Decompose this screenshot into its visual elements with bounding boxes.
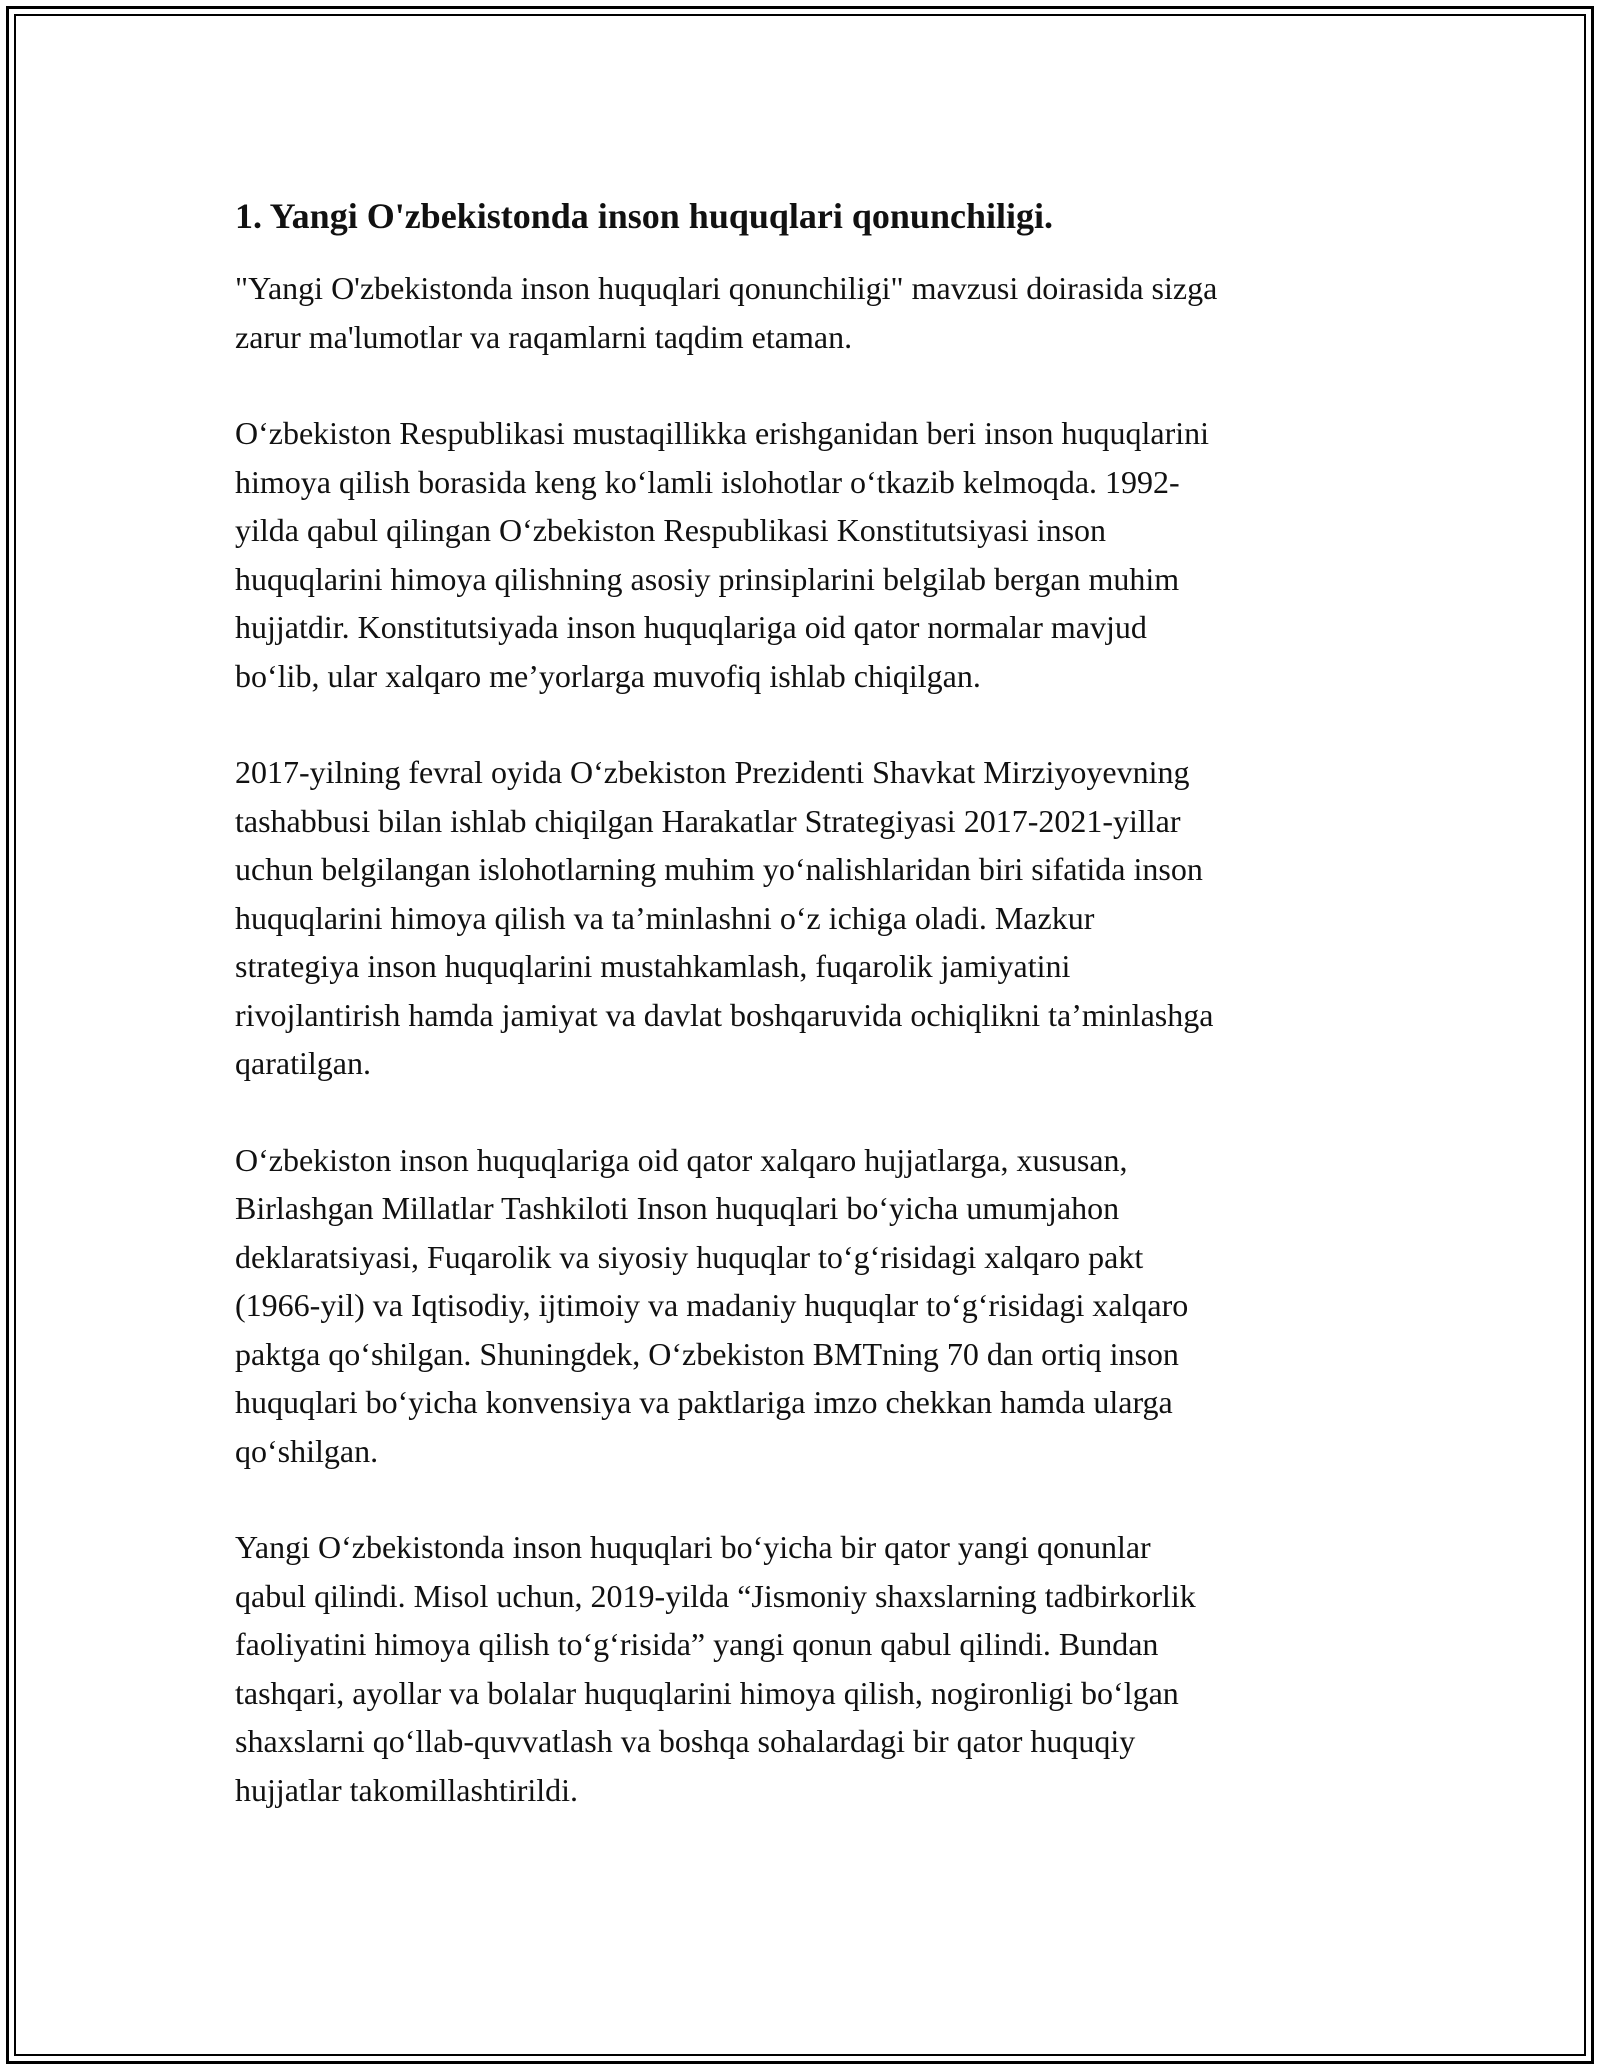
text-line: uchun belgilangan islohotlarning muhim yo‘nalishlaridan biri sifatida inson (235, 851, 1203, 887)
text-line: zarur ma'lumotlar va raqamlarni taqdim etaman. (235, 318, 853, 355)
document-body (235, 190, 1385, 1814)
text-line: tashabbusi bilan ishlab chiqilgan Harakatlar Strategiyasi 2017-2021-yillar (235, 802, 1181, 839)
text-line: hujjatdir. Konstitutsiyada inson huquqlariga oid qator normalar mavjud (235, 609, 1147, 645)
text-line: rivojlantirish hamda jamiyat va davlat boshqaruvida ochiqlikni ta’minlashga (235, 996, 1214, 1033)
text-line: paktga qo‘shilgan. Shuningdek, O‘zbekiston BMTning 70 dan ortiq inson (235, 1335, 1179, 1372)
text-line: huquqlari bo‘yicha konvensiya va paktlariga imzo chekkan hamda ularga (235, 1384, 1173, 1420)
text-line: huquqlarini himoya qilishning asosiy prinsiplarini belgilab bergan muhim (235, 560, 1180, 597)
document-title: 1. Yangi O'zbekistonda inson huquqlari qonunchiligi. (235, 196, 1053, 236)
paragraph-intro (235, 264, 1385, 361)
text-line: strategiya inson huquqlarini mustahkamlash, fuqarolik jamiyatini (235, 948, 1071, 984)
text-line: himoya qilish borasida keng ko‘lamli islohotlar o‘tkazib kelmoqda. 1992- (235, 463, 1180, 500)
text-line: (1966-yil) va Iqtisodiy, ijtimoiy va madaniy huquqlar to‘g‘risidagi xalqaro (235, 1287, 1189, 1323)
paragraph-strategy (235, 748, 1385, 1088)
text-line: bo‘lib, ular xalqaro me’yorlarga muvofiq ishlab chiqilgan. (235, 657, 981, 694)
text-line: qo‘shilgan. (235, 1432, 379, 1469)
text-line: O‘zbekiston Respublikasi mustaqillikka erishganidan beri inson huquqlarini (235, 415, 1210, 451)
paragraph-constitution (235, 409, 1385, 700)
text-line: huquqlarini himoya qilish va ta’minlashni o‘z ichiga oladi. Mazkur (235, 899, 1095, 936)
text-line: "Yangi O'zbekistonda inson huquqlari qonunchiligi" mavzusi doirasida sizga (235, 270, 1218, 306)
text-line: shaxslarni qo‘llab-quvvatlash va boshqa sohalardagi bir qator huquqiy (235, 1723, 1136, 1759)
text-line: qaratilgan. (235, 1045, 371, 1081)
text-line: Yangi O‘zbekistonda inson huquqlari bo‘yicha bir qator yangi qonunlar (235, 1529, 1151, 1565)
text-line: Birlashgan Millatlar Tashkiloti Inson huquqlari bo‘yicha umumjahon (235, 1190, 1120, 1226)
paragraph-new-laws (235, 1523, 1385, 1814)
text-line: yilda qabul qilingan O‘zbekiston Respublikasi Konstitutsiyasi inson (235, 512, 1107, 548)
text-line: hujjatlar takomillashtirildi. (235, 1771, 579, 1808)
paragraph-international (235, 1136, 1385, 1476)
text-line: O‘zbekiston inson huquqlariga oid qator xalqaro hujjatlarga, xususan, (235, 1141, 1128, 1178)
text-line: deklaratsiyasi, Fuqarolik va siyosiy huquqlar to‘g‘risidagi xalqaro pakt (235, 1238, 1144, 1275)
text-line: qabul qilindi. Misol uchun, 2019-yilda “Jismoniy shaxslarning tadbirkorlik (235, 1577, 1196, 1614)
text-line: 2017-yilning fevral oyida O‘zbekiston Prezidenti Shavkat Mirziyoyevning (235, 754, 1190, 790)
text-line: faoliyatini himoya qilish to‘g‘risida” yangi qonun qabul qilindi. Bundan (235, 1626, 1159, 1662)
text-line: tashqari, ayollar va bolalar huquqlarini himoya qilish, nogironligi bo‘lgan (235, 1674, 1179, 1711)
